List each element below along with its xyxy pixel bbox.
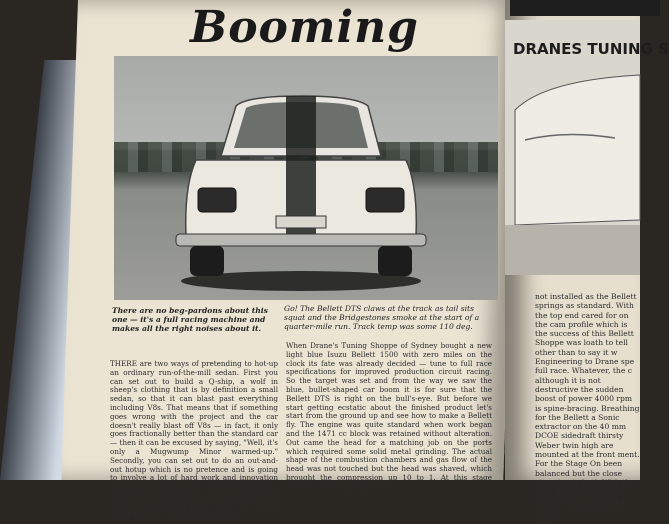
photo-caption-right: Go! The Bellett DTS claws at the track as tail sits squat and the Bridgestones smoke at the start of a quarter-mile run. Track temp was some 110 deg. [284,304,480,331]
car-rear-illustration [176,96,426,292]
article-column-2: When Drane's Tuning Shoppe of Sydney bought a new light blue Isuzu Bellett 1500 with zero miles on the clock its fate was already decided — tune to full race specifications for improved production circuit racing. So the target was set and from the way we saw the blue, bullet-shaped car boom it is for sure that the Bellett DTS is right on the bull's-eye. But before we start getting ecstatic about the finished product let's start from the ground up and see how to make a Bellett fly. The engine was quite standard when work began and the 1471 cc block was retained without alteration. Out came the head for a matching job on the ports which required some solid metal grinding. The actual shape of the combustion chambers and gas flow of the head was not touched but the head was shaved, which brought the compression up 10 to 1. At this stage stronger valve springs were [286,341,492,491]
right-page-photo [505,20,640,275]
right-page-column: not installed as the Bellett springs as standard. With the top end cared for on the cam profile which is the success of this Bellett Shoppe was loath to tell other than to say it w Engineering to Drane spe full race. Whatever, the c although it is not destructive the sudden boost of power 4000 rpm is spine-bracing. Breathing for the Bellett a Sonic extractor on the 40 mm DCOE sidedraft thirsty Weber twin high are mounted at the front ment. For the Stage On been balanced but the close attention in both With the light flywheel rpm from idling was turning off a switch, suddenly at low speed [535,292,640,524]
car-photo [114,56,498,300]
article-headline: Booming [190,2,419,53]
tuning-shop-sign: DRANES TUNING S [513,40,669,58]
article-column-1: THERE are two ways of pretending to hot-up an ordinary run-of-the-mill sedan. First you can set out to build a Q-ship, a wolf in sheep's clothing that is by definition a small sedan, so that it can blast past everything including V8s. That means that if something goes wrong with the project and the car doesn't really blast off V8s — in fact, it only goes fractionally better than the standard car — then it can be excused by saying, "Well, it's only a Mugwump Minor warmed-up." Secondly, you can set out to do an out-and-out hotup which is no pretence and is going to involve a lot of hard work and innovation to make it really go well. Then if it doesn't go, there are no beg pardons. At least two of the stories on following pages subscribe to the first formula — for this story, not so. [110,359,278,518]
car-side-illustration [505,20,640,275]
magazine-right-page [505,0,669,524]
right-page-headline-fragment [510,0,660,16]
photo-caption-left: There are no beg-pardons about this one — it's a full racing machine and makes all the right noises about it. [112,306,268,333]
